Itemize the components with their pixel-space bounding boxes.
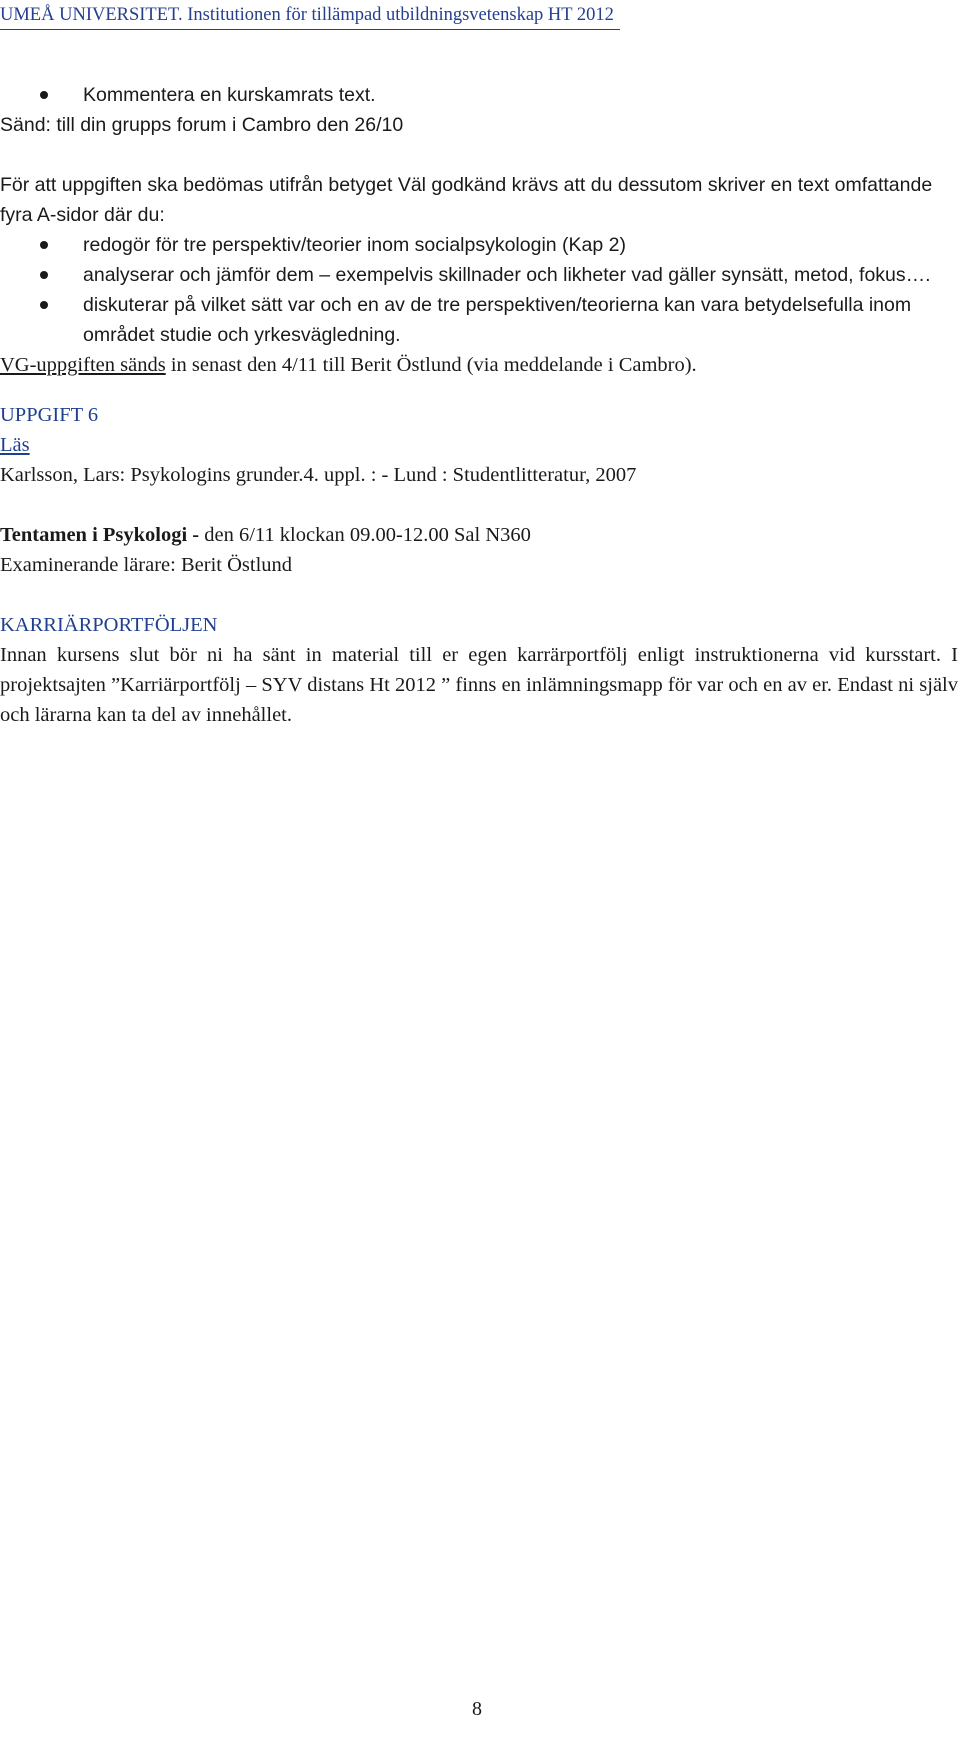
vg-send-line bbox=[0, 350, 958, 380]
bullet-icon bbox=[40, 241, 48, 249]
uppgift6-title: UPPGIFT 6 bbox=[0, 404, 99, 426]
send-line: Sänd: till din grupps forum i Cambro den 26/10 bbox=[0, 114, 404, 136]
header-rule bbox=[0, 29, 620, 30]
spacer bbox=[0, 380, 958, 400]
bullet-icon bbox=[40, 301, 48, 309]
running-header bbox=[0, 0, 620, 30]
bullet-icon bbox=[40, 271, 48, 279]
header-text: UMEÅ UNIVERSITET. Institutionen för tillämpad utbildningsvetenskap HT 2012 bbox=[0, 5, 614, 25]
vg-send-underlined: VG-uppgiften sänds bbox=[0, 354, 166, 376]
list-item: Kommentera en kurskamrats text. bbox=[0, 80, 958, 110]
list-item: diskuterar på vilket sätt var och en av de tre perspektiven/teorierna kan vara betydelsefulla inom området studie och yrkesvägledning. bbox=[0, 290, 958, 350]
vg-intro: För att uppgiften ska bedömas utifrån betyget Väl godkänd krävs att du dessutom skriver en text omfattande fyra A-sidor där du: bbox=[0, 174, 933, 226]
vg-bullet-list bbox=[0, 230, 958, 350]
spacer bbox=[0, 490, 958, 520]
book-reference: Karlsson, Lars: Psykologins grunder.4. uppl. : - Lund : Studentlitteratur, 2007 bbox=[0, 464, 637, 486]
exam-title: Tentamen i Psykologi - bbox=[0, 524, 205, 546]
bullet-icon bbox=[40, 91, 48, 99]
top-bullet-list bbox=[0, 80, 958, 110]
page-number: 8 bbox=[472, 1698, 482, 1720]
portfolio-text: Innan kursens slut bör ni ha sänt in material till er egen karrärportfölj enligt instruktionerna vid kursstart. I projektsajten ”Karriärportfölj – SYV distans Ht 2012 ” finns en inlämningsmapp för var och en av er. Endast ni själv och lärarna kan ta del av innehållet. bbox=[0, 644, 958, 726]
spacer bbox=[0, 580, 958, 610]
list-item: analyserar och jämför dem – exempelvis skillnader och likheter vad gäller synsätt, metod, fokus…. bbox=[0, 260, 958, 290]
read-label: Läs bbox=[0, 434, 30, 456]
spacer bbox=[0, 140, 958, 170]
vg-send-rest: in senast den 4/11 till Berit Östlund (via meddelande i Cambro). bbox=[165, 354, 697, 376]
exam-line bbox=[0, 520, 958, 550]
document-body bbox=[0, 80, 958, 730]
exam-details: den 6/11 klockan 09.00-12.00 Sal N360 bbox=[204, 524, 531, 546]
list-item: redogör för tre perspektiv/teorier inom socialpsykologin (Kap 2) bbox=[0, 230, 958, 260]
portfolio-title: KARRIÄRPORTFÖLJEN bbox=[0, 614, 218, 636]
exam-teacher: Examinerande lärare: Berit Östlund bbox=[0, 554, 293, 576]
